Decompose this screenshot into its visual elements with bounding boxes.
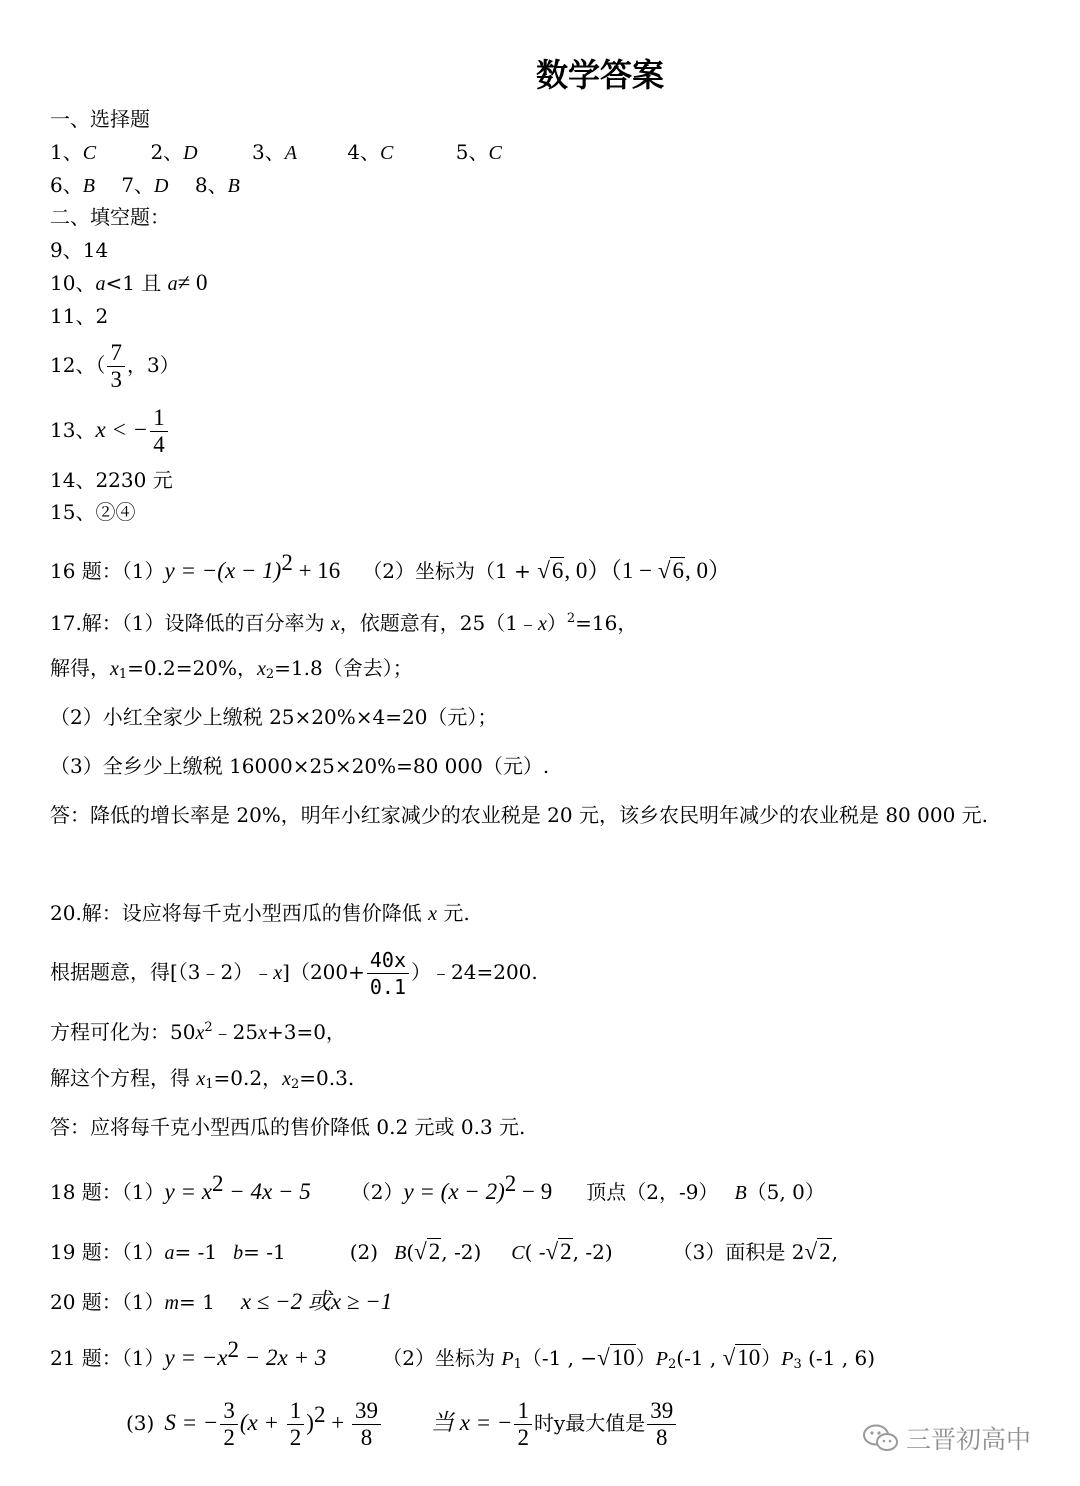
q20b-line-3: 方程可化为：$50x^2﹣25x+3=0$， [50, 1020, 346, 1044]
choice-row-1: 1、C 2、D 3、A 4、C 5、C [50, 140, 502, 164]
fraction: $\frac{39}{8}$ [647, 1398, 676, 1451]
q20b-line-5: 答：应将每千克小型西瓜的售价降低 0.2 元或 0.3 元. [50, 1115, 526, 1139]
answer-q10: 10、a<1 且 a≠ 0 [50, 270, 208, 295]
answer-q20: 20 题：（1）m= 1 x ≤ −2 或x ≥ −1 [50, 1289, 393, 1314]
section-choice-heading: 一、选择题 [50, 107, 150, 131]
section-fill-heading: 二、填空题： [50, 205, 170, 229]
watermark [862, 1420, 1031, 1456]
wechat-icon [862, 1423, 900, 1453]
answer-q15: 15、②④ [50, 500, 136, 524]
fraction: $\frac{39}{8}$ [352, 1398, 381, 1451]
sqrt: √6 [657, 558, 684, 583]
fraction: $\frac{1}{2}$ [287, 1398, 305, 1451]
q17-line-1: 17.解：（1）设降低的百分率为 x，依题意有，25（1﹣x）$^2$=16， [50, 611, 638, 635]
q17-line-3: （2）小红全家少上缴税 25×20%×4=20（元）； [50, 705, 498, 729]
answer-q19: 19 题：（1）a= -1 b= -1 (2) B(√2, -2) C( -√2, -2) （3）面积是 2√2, [50, 1239, 838, 1264]
fraction: $\frac{3}{2}$ [220, 1398, 238, 1451]
answer-q14: 14、2230 元 [50, 468, 173, 492]
sqrt: √10 [597, 1345, 635, 1370]
q17-line-2: 解得，$x_1=0.2=20\%$，$x_2=1.8$（舍去）； [50, 656, 413, 682]
answer-q9: 9、14 [50, 238, 109, 262]
q17-line-4: （3）全乡少上缴税 16000×25×20%=80 000（元）. [50, 754, 550, 778]
sqrt: √2 [804, 1239, 831, 1264]
answer-q13: 13、x < − $\frac{1}{4}$ [50, 402, 170, 458]
answer-q12: 12、（ $\frac{7}{3}$ ，3） [50, 340, 180, 392]
q20b-line-2: 根据题意，得[（3﹣2）﹣x]（200+ $\frac{40x}{0.1}$ ）﹣24=200. [50, 948, 538, 999]
answer-q21-part3: (3) S = − $\frac{3}{2}$ (x + $\frac{1}{2}$ )$^2$ + $\frac{39}{8}$ 当 x = − $\frac{1}{2}$ 时y最大值是 $\frac{39}{8}$ [126, 1385, 678, 1453]
fraction: $\frac{1}{2}$ [514, 1398, 532, 1451]
answer-q11: 11、2 [50, 304, 109, 328]
choice-row-2: 6、B 7、D 8、B [50, 173, 240, 197]
fraction: $\frac{7}{3}$ [107, 340, 125, 393]
sqrt: √10 [722, 1345, 761, 1370]
answer-q18: 18 题：$(1)y = x^2 - 4x - 5$ $(2)y = (x - 2)^2 - 9$ 顶点（2，-9） B（5, 0） [50, 1171, 825, 1204]
answer-q21: 21 题：$(1)y = -x^2 - 2x + 3$ （2）坐标为 $P_1(-1$ , $-√10)P_2(-1$ , $√10)P_3$ (-1 , 6) [50, 1337, 876, 1372]
q17-line-5: 答：降低的增长率是 20%，明年小红家减少的农业税是 20 元，该乡农民明年减少的农业税是 80 000 元. [50, 803, 989, 827]
page-title: 数学答案 [535, 56, 664, 94]
sqrt: √2 [414, 1239, 441, 1264]
watermark-text: 三晋初高中 [906, 1425, 1032, 1454]
q20b-line-4: 解这个方程，得 $x_1=0.2$，$x_2=0.3$. [50, 1066, 355, 1092]
sqrt: √2 [545, 1239, 572, 1264]
sqrt: √6 [537, 558, 564, 583]
fraction: $\frac{1}{4}$ [150, 405, 168, 458]
fraction: $\frac{40x}{0.1}$ [367, 947, 409, 1000]
answer-q16: 16 题：$(1)y = -(x - 1)^2 + 16$ （2）坐标为（1 + √6, 0）（1 − √6, 0） [50, 550, 731, 583]
q20b-line-1: 20.解：设应将每千克小型西瓜的售价降低 x 元. [50, 901, 470, 925]
